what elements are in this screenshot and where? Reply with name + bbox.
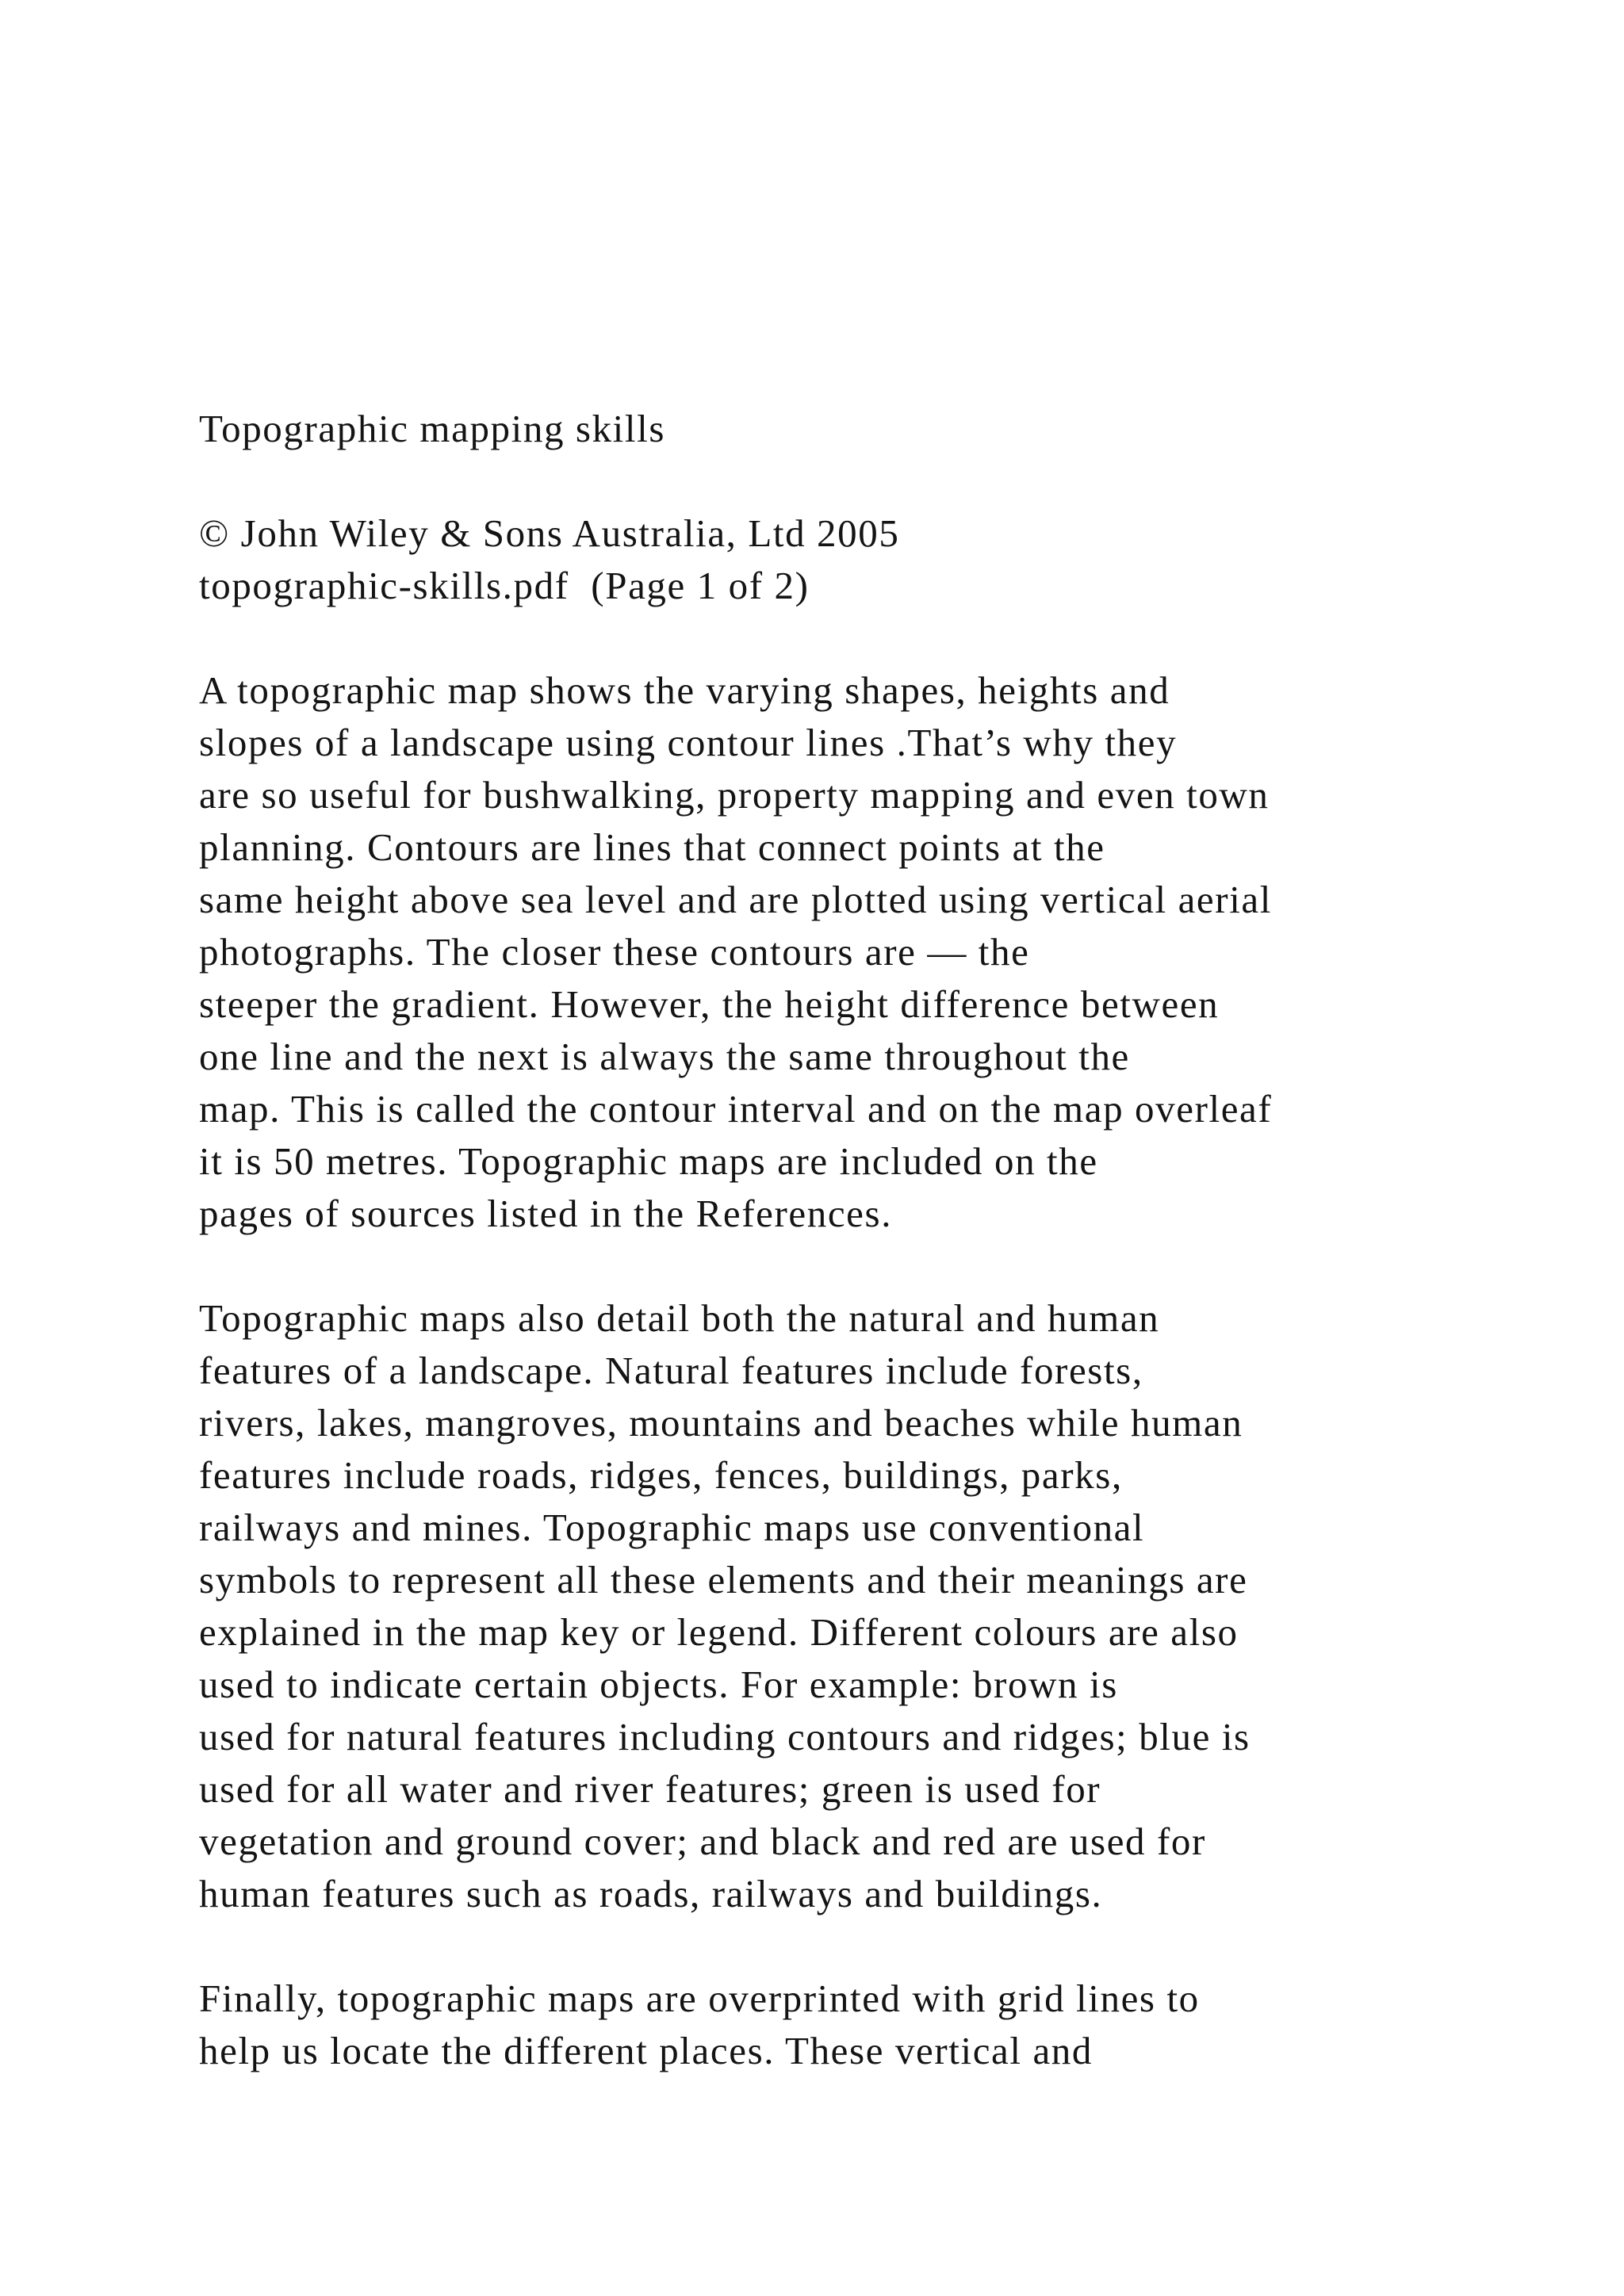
paragraph-line: used for natural features including contours and ridges; blue is (199, 1715, 1251, 1758)
paragraph-line: railways and mines. Topographic maps use conventional (199, 1506, 1145, 1549)
paragraph-line: A topographic map shows the varying shapes, heights and (199, 668, 1170, 712)
paragraph-line: vegetation and ground cover; and black and red are used for (199, 1820, 1206, 1863)
paragraph-line: rivers, lakes, mangroves, mountains and beaches while human (199, 1401, 1243, 1445)
spacer (199, 1920, 1547, 1973)
paragraph-line: photographs. The closer these contours are — the (199, 930, 1030, 974)
paragraph-line: are so useful for bushwalking, property mapping and even town (199, 773, 1270, 817)
paragraph-line: symbols to represent all these elements and their meanings are (199, 1558, 1248, 1601)
paragraph-line: features include roads, ridges, fences, buildings, parks, (199, 1453, 1123, 1497)
paragraph-line: it is 50 metres. Topographic maps are included on the (199, 1139, 1098, 1183)
paragraph-1 (199, 664, 1547, 1240)
paragraph-line: planning. Contours are lines that connect points at the (199, 825, 1105, 869)
document-title: Topographic mapping skills (199, 407, 665, 450)
paragraph-line: map. This is called the contour interval and on the map overleaf (199, 1087, 1273, 1131)
spacer (199, 1240, 1547, 1292)
spacer (199, 455, 1547, 507)
spacer (199, 612, 1547, 664)
copyright-notice: © John Wiley & Sons Australia, Ltd 2005 (199, 511, 900, 555)
paragraph-line: pages of sources listed in the References. (199, 1192, 893, 1235)
paragraph-line: features of a landscape. Natural features include forests, (199, 1349, 1143, 1392)
paragraph-line: slopes of a landscape using contour lines .That’s why they (199, 721, 1178, 764)
paragraph-line: help us locate the different places. These vertical and (199, 2029, 1094, 2072)
paragraph-3 (199, 1973, 1547, 2077)
paragraph-line: explained in the map key or legend. Different colours are also (199, 1610, 1239, 1654)
paragraph-line: used to indicate certain objects. For example: brown is (199, 1663, 1118, 1706)
document-body (199, 403, 1547, 2077)
paragraph-line: Finally, topographic maps are overprinted with grid lines to (199, 1976, 1200, 2020)
file-reference: topographic-skills.pdf (Page 1 of 2) (199, 564, 810, 607)
paragraph-line: human features such as roads, railways and buildings. (199, 1872, 1103, 1915)
paragraph-line: used for all water and river features; green is used for (199, 1767, 1101, 1811)
paragraph-line: same height above sea level and are plotted using vertical aerial (199, 878, 1272, 921)
paragraph-line: steeper the gradient. However, the height difference between (199, 982, 1220, 1026)
paragraph-2 (199, 1292, 1547, 1920)
paragraph-line: Topographic maps also detail both the natural and human (199, 1296, 1160, 1340)
paragraph-line: one line and the next is always the same throughout the (199, 1035, 1130, 1078)
